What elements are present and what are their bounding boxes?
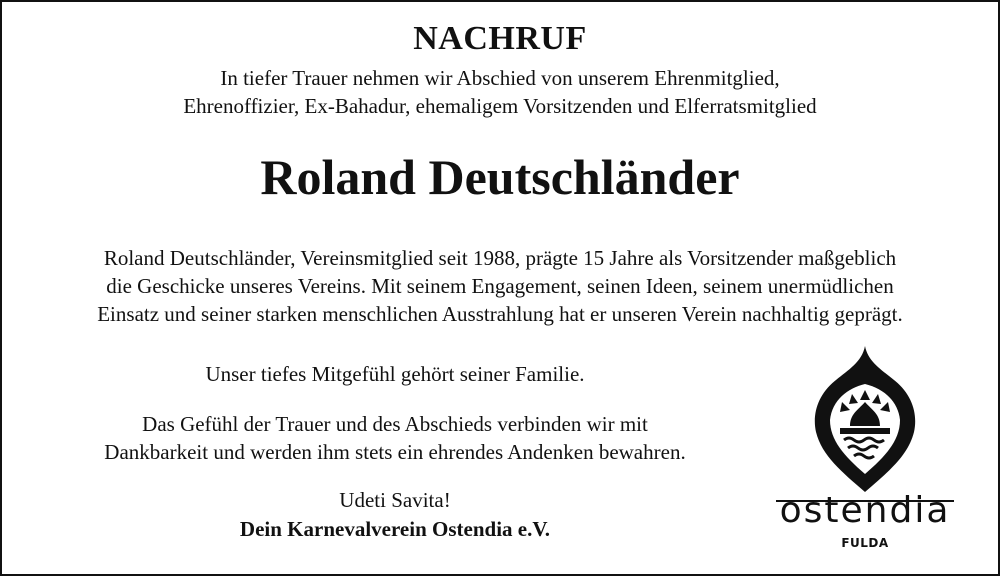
- notice-title: NACHRUF: [413, 20, 587, 57]
- intro-text: [0, 64, 1000, 120]
- bio-line: Einsatz und seiner starken menschlichen Ausstrahlung hat er unseren Verein nachhaltig geprägt.: [97, 302, 903, 326]
- signature-org: Dein Karnevalverein Ostendia e.V.: [239, 517, 551, 541]
- logo-wordmark: ostendia: [779, 490, 951, 531]
- onion-dome-emblem-icon: [770, 340, 960, 500]
- biography-text: [0, 244, 1000, 328]
- closing-text: [0, 410, 790, 466]
- greeting: Udeti Savita!: [339, 488, 451, 512]
- signature-block: [0, 486, 790, 544]
- bio-line: die Geschicke unseres Vereins. Mit seinem Engagement, seinen Ideen, seinem unermüdlichen: [106, 274, 894, 298]
- closing-line: Das Gefühl der Trauer und des Abschieds verbinden wir mit: [142, 412, 648, 436]
- deceased-name: Roland Deutschländer: [260, 149, 740, 205]
- bio-line: Roland Deutschländer, Vereinsmitglied seit 1988, prägte 15 Jahre als Vorsitzender maßgeblich: [103, 246, 897, 270]
- intro-line: In tiefer Trauer nehmen wir Abschied von unserem Ehrenmitglied,: [220, 66, 780, 90]
- closing-line: Dankbarkeit und werden ihm stets ein ehrendes Andenken bewahren.: [104, 440, 686, 464]
- sympathy-text: Unser tiefes Mitgefühl gehört seiner Familie.: [205, 362, 585, 386]
- ostendia-logo: [770, 340, 960, 550]
- logo-city: FULDA: [841, 536, 889, 550]
- intro-line: Ehrenoffizier, Ex-Bahadur, ehemaligem Vorsitzenden und Elferratsmitglied: [183, 94, 817, 118]
